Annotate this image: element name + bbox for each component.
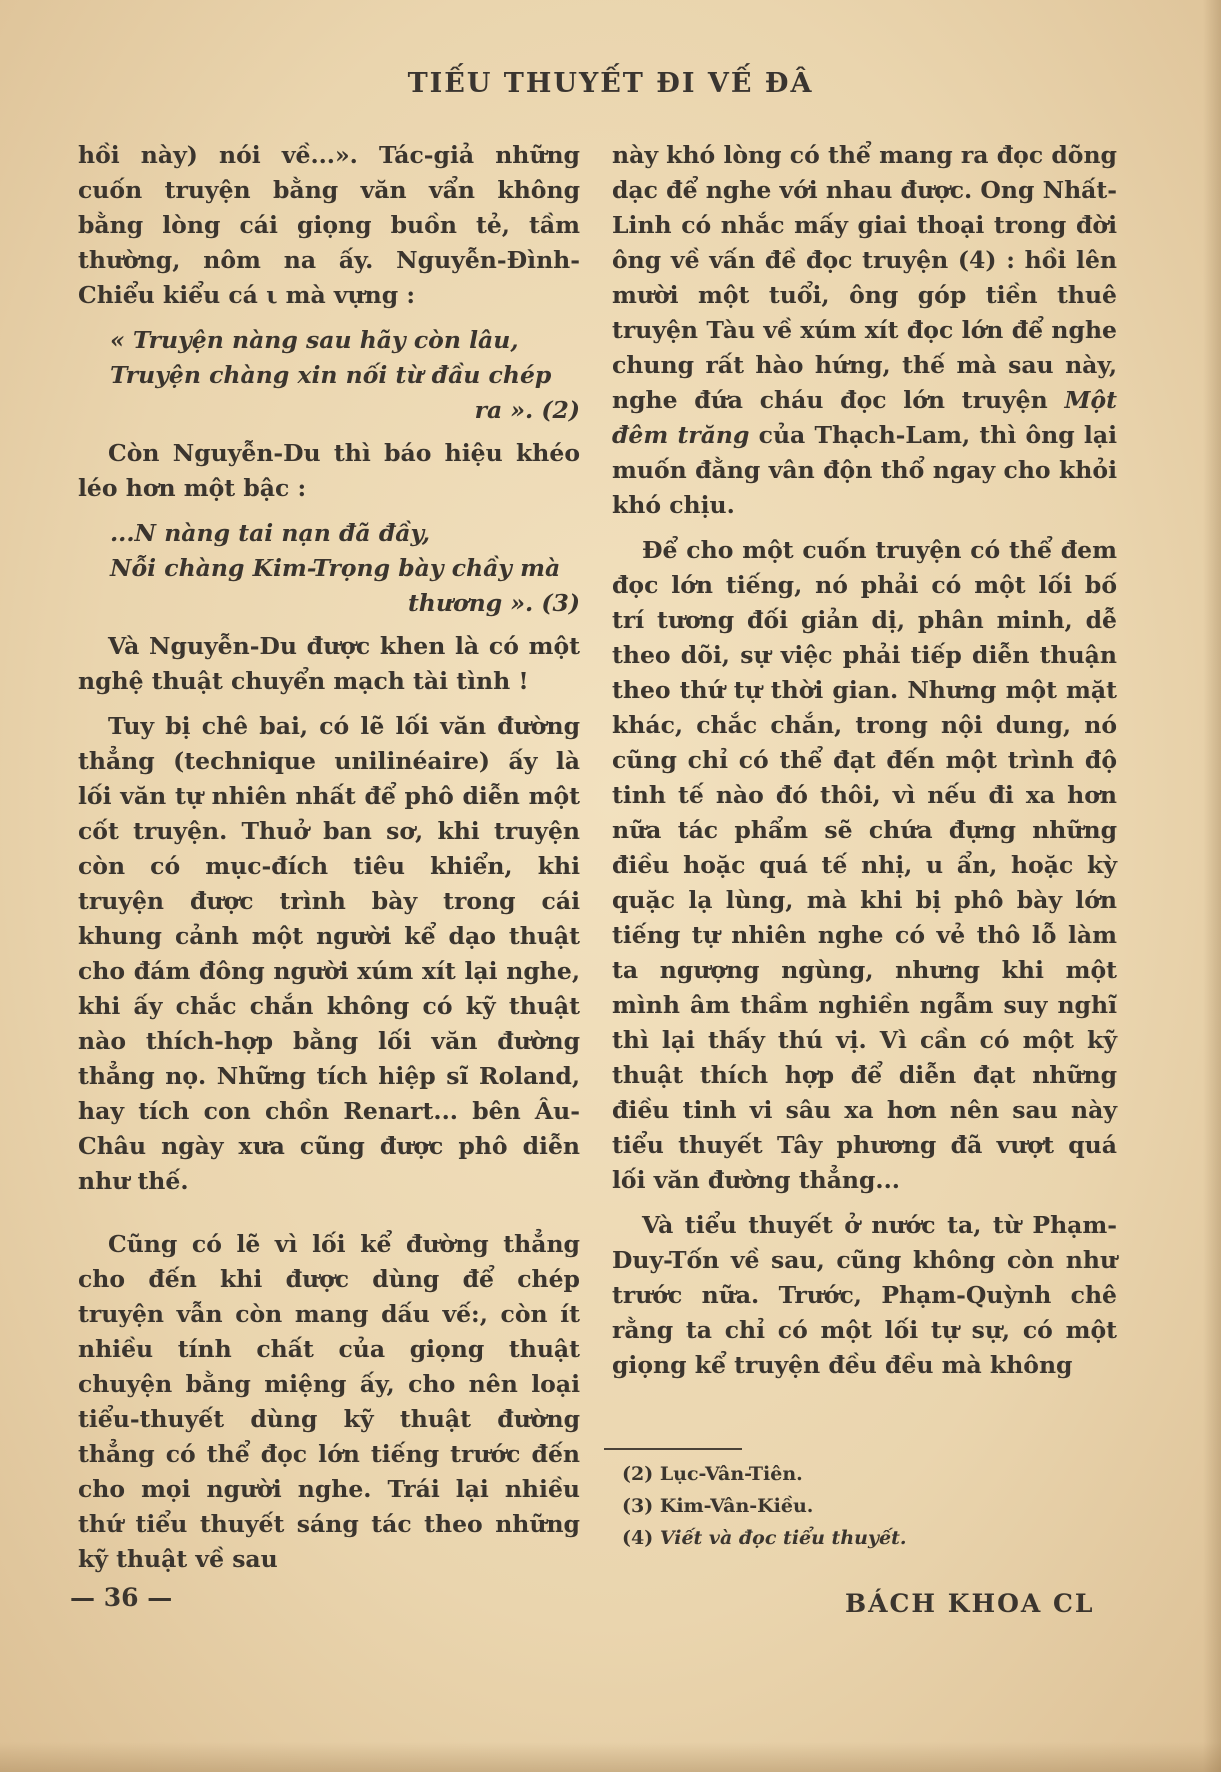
left-column <box>78 138 580 1587</box>
footnote: (3) Kim-Vân-Kiều. <box>622 1495 814 1517</box>
book-title: Một đêm trăng <box>612 386 1118 449</box>
page-number: — 36 — <box>70 1583 173 1612</box>
page-bottom-shadow <box>0 1742 1221 1772</box>
right-column <box>612 138 1117 1393</box>
verse-quote <box>110 516 580 621</box>
paragraph: Và tiểu thuyết ở nước ta, từ Phạm-Duy-Tốn về sau, cũng không còn như trước nữa. Trước, Phạm-Quỳnh chê rằng ta chỉ có một lối tự sự, có một giọng kể truyện đều đều mà không <box>612 1211 1117 1379</box>
publication-footer: BÁCH KHOA CL <box>845 1589 1095 1618</box>
paragraph: Tuy bị chê bai, có lẽ lối văn đường thẳng (technique unilinéaire) ấy là lối văn tự nhiên nhất để phô diễn một cốt truyện. Thuở ban sơ, khi truyện còn có mục-đích tiêu khiển, khi truyện được trình bày trong cái khung cảnh một người kể dạo thuật cho đám đông người xúm xít lại nghe, khi ấy chắc chắn không có kỹ thuật nào thích-hợp bằng lối văn đường thẳng nọ. Những tích hiệp sĩ Roland, hay tích con chồn Renart... bên Âu-Châu ngày xưa cũng được phô diễn như thế. <box>78 712 580 1195</box>
paragraph <box>612 138 1117 523</box>
verse-line: Nỗi chàng Kim-Trọng bày chầy mà <box>110 554 561 582</box>
paragraph: Để cho một cuốn truyện có thể đem đọc lớn tiếng, nó phải có một lối bố trí tương đối giản dị, phân minh, dễ theo dõi, sự việc phải tiếp diễn thuận theo thứ tự thời gian. Nhưng một mặt khác, chắc chắn, trong nội dung, nó cũng chỉ có thể đạt đến một trình độ tinh tế nào đó thôi, vì nếu đi xa hơn nữa tác phẩm sẽ chứa đựng những điều hoặc quá tế nhị, u ẩn, hoặc kỳ quặc lạ lùng, mà khi bị phô bày lớn tiếng tự nhiên nghe có vẻ thô lỗ làm ta ngượng ngùng, nhưng khi một mình âm thầm nghiền ngẫm suy nghĩ thì lại thấy thú vị. Vì cần có một kỹ thuật thích hợp để diễn đạt những điều tinh vi sâu xa hơn nên sau này tiểu thuyết Tây phương đã vượt quá lối văn đường thẳng... <box>612 536 1117 1194</box>
paragraph: hồi này) nói về...». Tác-giả những cuốn truyện bằng văn vẩn không bằng lòng cái giọng buồn tẻ, tầm thường, nôm na ấy. Nguyễn-Đình-Chiểu kiểu cá ι mà vựng : <box>78 141 580 309</box>
verse-line: « Truyện nàng sau hãy còn lâu, <box>110 326 519 354</box>
footnote: (2) Lục-Vân-Tiên. <box>622 1463 803 1485</box>
paragraph-text: này khó lòng có thể mang ra đọc dõng dạc để nghe với nhau được. Ong Nhất-Linh có nhắc mấy giai thoại trong đời ông về vấn đề đọc truyện (4) : hồi lên mười một tuổi, ông góp tiền thuê truyện Tàu về xúm xít đọc lớn để nghe chung rất hào hứng, thế mà sau này, nghe đứa cháu đọc lớn truyện <box>612 141 1117 414</box>
footnote-text: Viết và đọc tiểu thuyết. <box>659 1527 907 1549</box>
verse-line: ra ». (2) <box>474 396 580 424</box>
verse-line: Truyện chàng xin nối từ đầu chép <box>110 361 552 389</box>
paragraph-text: của Thạch-Lam, thì ông lại muốn đằng vân độn thổ ngay cho khỏi khó chịu. <box>612 421 1117 519</box>
page-edge-shadow <box>1203 0 1221 1772</box>
footnote <box>622 1522 1102 1554</box>
running-header: TIẾU THUYẾT ĐI VẾ ĐÂ <box>407 68 814 99</box>
paragraph: Và Nguyễn-Du được khen là có một nghệ thuật chuyển mạch tài tình ! <box>78 632 580 695</box>
footnote-number: (4) <box>622 1527 654 1549</box>
paragraph: Còn Nguyễn-Du thì báo hiệu khéo léo hơn một bậc : <box>78 439 580 502</box>
verse-quote <box>110 323 580 428</box>
footnotes <box>622 1458 1102 1554</box>
verse-line: thương ». (3) <box>407 589 580 617</box>
footnote-rule <box>604 1448 742 1450</box>
paragraph: Cũng có lẽ vì lối kể đường thẳng cho đến khi được dùng để chép truyện vẫn còn mang dấu vế:, còn ít nhiều tính chất của giọng thuật chuyện bằng miệng ấy, cho nên loại tiểu-thuyết dùng kỹ thuật đường thẳng có thể đọc lớn tiếng trước đến cho mọi người nghe. Trái lại nhiều thứ tiểu thuyết sáng tác theo những kỹ thuật về sau <box>78 1230 580 1573</box>
verse-line: ...N nàng tai nạn đã đầy, <box>110 519 431 547</box>
